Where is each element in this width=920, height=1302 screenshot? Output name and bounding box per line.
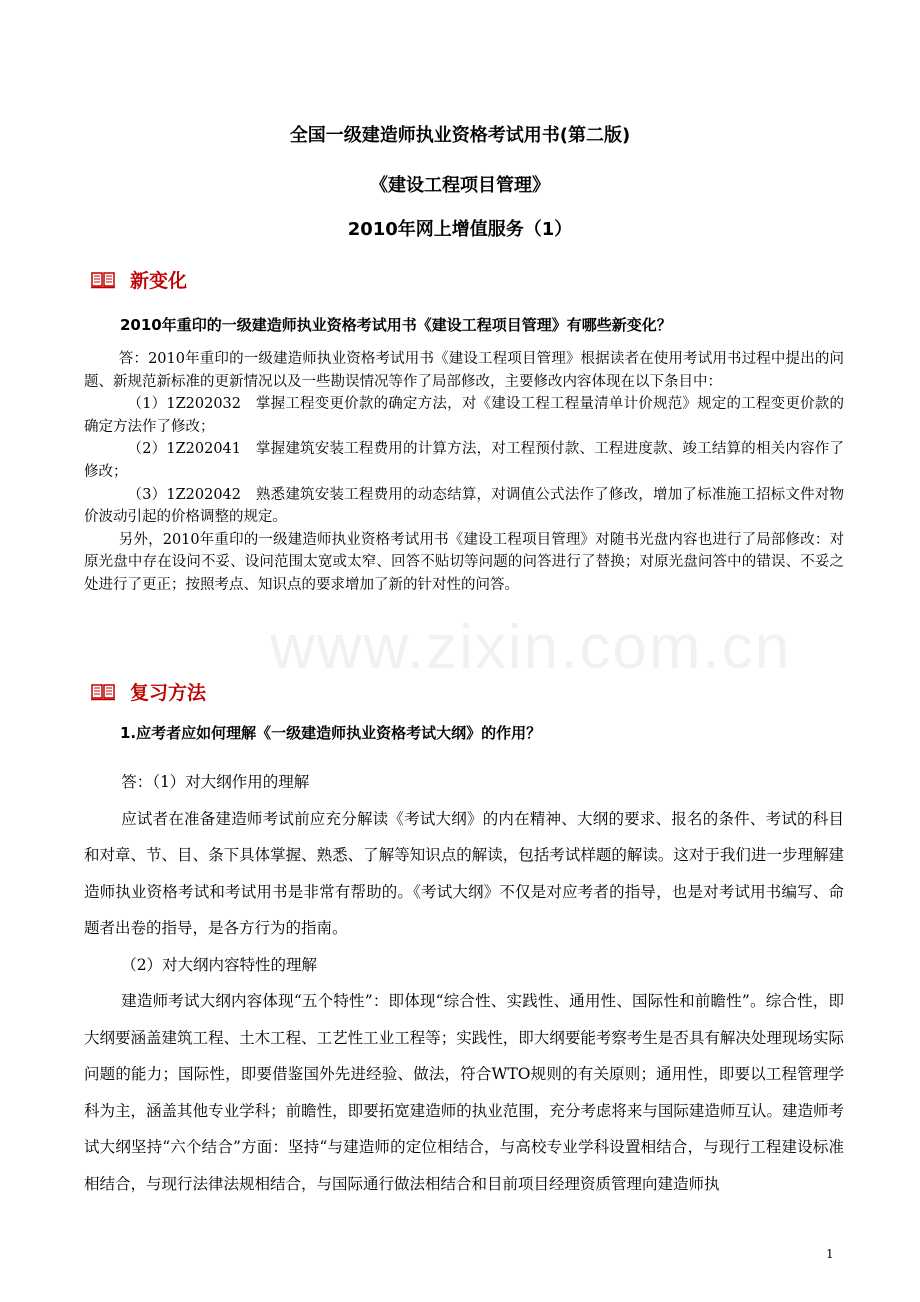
answer-subheading: （2）对大纲内容特性的理解 bbox=[121, 955, 318, 974]
section-title: 新变化 bbox=[130, 269, 188, 292]
answer-block bbox=[84, 348, 844, 597]
question-heading: 2010年重印的一级建造师执业资格考试用书《建设工程项目管理》有哪些新变化？ bbox=[120, 316, 672, 334]
answer-item: （1）1Z202032 掌握工程变更价款的确定方法，对《建设工程工程量清单计价规范》规定的工程变更价款的确定方法作了修改； bbox=[84, 396, 844, 435]
answer-item: （3）1Z202042 熟悉建筑安装工程费用的动态结算，对调值公式法作了修改，增加了标准施工招标文件对物价波动引起的价格调整的规定。 bbox=[84, 486, 844, 526]
answer-paragraph: 另外，2010年重印的一级建造师执业资格考试用书《建设工程项目管理》对随书光盘内容也进行了局部修改：对原光盘中存在设问不妥、设问范围太宽或太窄、回答不贴切等问题的问答进行了替换；对原光盘问答中的错误、不妥之处进行了更正；按照考点、知识点的要求增加了新的针对性的问答。 bbox=[84, 531, 844, 593]
service-title: 2010年网上增值服务（1） bbox=[347, 219, 573, 240]
answer-paragraph: 答：2010年重印的一级建造师执业资格考试用书《建设工程项目管理》根据读者在使用考试用书过程中提出的问题、新规范新标准的更新情况以及一些勘误情况等作了局部修改，主要修改内容体现在以下条目中： bbox=[84, 351, 844, 390]
book-icon bbox=[90, 269, 116, 289]
answer-subheading: 答：（1）对大纲作用的理解 bbox=[121, 773, 310, 791]
question-heading: 1.应考者应如何理解《一级建造师执业资格考试大纲》的作用？ bbox=[120, 724, 542, 742]
answer-block bbox=[84, 764, 844, 1202]
page-number: 1 bbox=[826, 1247, 834, 1261]
watermark: www.zixin.com.cn bbox=[270, 613, 792, 682]
section-header-review-method bbox=[90, 676, 206, 706]
answer-paragraph: 建造师考试大纲内容体现“五个特性”：即体现“综合性、实践性、通用性、国际性和前瞻性”。综合性，即大纲要涵盖建筑工程、土木工程、工艺性工业工程等；实践性，即大纲要能考察考生是否具有解决处理现场实际问题的能力；国际性，即要借鉴国外先进经验、做法，符合WTO规则的有关原则；通用性，即要以工程管理学科为主，涵盖其他专业学科；前瞻性，即要拓宽建造师的执业范围，充分考虑将来与国际建造师互认。建造师考试大纲坚持“六个结合”方面：坚持“与建造师的定位相结合，与高校专业学科设置相结合，与现行工程建设标准相结合，与现行法律法规相结合，与国际通行做法相结合和目前项目经理资质管理向建造师执 bbox=[84, 992, 844, 1193]
book-title: 《建设工程项目管理》 bbox=[370, 175, 550, 196]
answer-item: （2）1Z202041 掌握建筑安装工程费用的计算方法，对工程预付款、工程进度款、竣工结算的相关内容作了修改； bbox=[84, 441, 844, 480]
document-title: 全国一级建造师执业资格考试用书(第二版) bbox=[289, 125, 631, 146]
answer-paragraph: 应试者在准备建造师考试前应充分解读《考试大纲》的内在精神、大纲的要求、报名的条件、考试的科目和对章、节、目、条下具体掌握、熟悉、了解等知识点的解读，包括考试样题的解读。这对于我们进一步理解建造师执业资格考试和考试用书是非常有帮助的。《考试大纲》不仅是对应考者的指导，也是对考试用书编写、命题者出卷的指导，是各方行为的指南。 bbox=[84, 809, 844, 937]
section-header-new-changes bbox=[90, 264, 187, 294]
book-icon bbox=[90, 681, 116, 701]
section-title: 复习方法 bbox=[130, 681, 207, 704]
